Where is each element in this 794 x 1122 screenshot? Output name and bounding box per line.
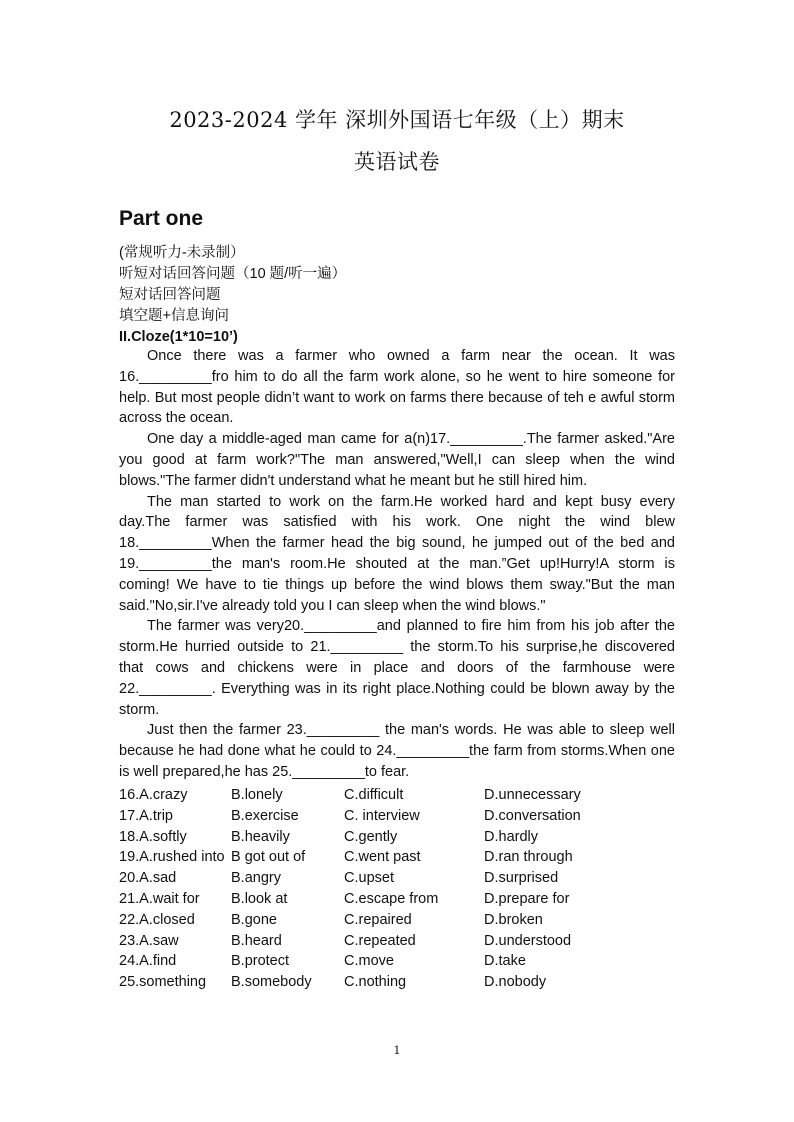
option-c: C.upset: [344, 870, 394, 887]
note-line: 听短对话回答问题（10 题/听一遍）: [119, 266, 347, 282]
option-c: C.gently: [344, 828, 398, 845]
option-c: C.difficult: [344, 787, 404, 803]
option-b: B.lonely: [231, 787, 283, 803]
option-d: D.prepare for: [484, 890, 570, 907]
option-d: D.ran through: [484, 849, 573, 866]
exam-title: 2023-2024 学年 深圳外国语七年级（上）期末: [169, 108, 625, 132]
passage-paragraph: Once there was a farmer who owned a farm near the ocean. It was 16._________fro him to do all the farm work alone, so he went to hire someone for help. But most people didn’t want to work on farms there because of teh e awful storm across the ocean.: [119, 348, 675, 427]
note-line: (常规听力-未录制）: [119, 245, 245, 261]
passage-paragraph: The farmer was very20._________and planned to fire him from his job after the storm.He hurried outside to 21._________ the storm.To his surprise,he discovered that cows and chickens were in place and doors of the farmhouse were 22._________. Everything was in its right place.Nothing could be blown away by the storm.: [119, 618, 675, 718]
section-notes: [119, 243, 346, 348]
passage-paragraph: The man started to work on the farm.He worked hard and kept busy every day.The farmer was satisfied with his work. One night the wind blew 18._________When the farmer head the big sound, he jumped out of the bed and 19._________the man's room.He shouted at the man.”Get up!Hurry!A storm is coming! We have to tie things up before the wind blows them sway."But the man said."No,sir.I've already told you I can sleep when the wind blows.": [119, 493, 675, 614]
option-d: D.understood: [484, 932, 572, 949]
option-d: D.unnecessary: [484, 787, 581, 803]
option-a: 16.A.crazy: [119, 787, 188, 803]
option-a: 21.A.wait for: [119, 890, 200, 907]
option-a: 24.A.find: [119, 953, 177, 970]
option-b: B.gone: [231, 911, 277, 928]
exam-subtitle: 英语试卷: [354, 150, 440, 174]
option-b: B.somebody: [231, 974, 312, 991]
option-a: 25.something: [119, 974, 207, 991]
option-a: 18.A.softly: [119, 828, 187, 845]
option-a: 17.A.trip: [119, 807, 173, 824]
option-d: D.hardly: [484, 828, 538, 845]
note-line: 短对话回答问题: [119, 287, 221, 303]
option-b: B.exercise: [231, 807, 299, 824]
cloze-passage: [119, 346, 675, 783]
option-d: D.conversation: [484, 807, 581, 824]
option-a: 22.A.closed: [119, 911, 195, 928]
option-a: 19.A.rushed into: [119, 849, 225, 866]
part-heading: Part one: [119, 207, 204, 230]
cloze-heading: II.Cloze(1*10=10’): [119, 329, 238, 345]
option-c: C.repeated: [344, 932, 416, 949]
option-b: B.angry: [231, 870, 281, 887]
option-d: D.nobody: [484, 974, 547, 991]
option-b: B got out of: [231, 849, 306, 866]
passage-paragraph: One day a middle-aged man came for a(n)17._________.The farmer asked."Are you good at farm work?"The man answered,"Well,I can sleep when the wind blows."The farmer didn't understand what he meant but he still hired him.: [119, 431, 675, 489]
option-c: C.escape from: [344, 890, 439, 907]
passage-paragraph: Just then the farmer 23._________ the man's words. He was able to sleep well because he had done what he could to 24._________the farm from storms.When one is well prepared,he has 25._________to fear.: [119, 722, 675, 780]
note-line: 填空题+信息询问: [119, 308, 229, 324]
option-a: 20.A.sad: [119, 870, 177, 887]
option-b: B.look at: [231, 890, 288, 907]
option-d: D.surprised: [484, 870, 559, 887]
option-b: B.heavily: [231, 828, 290, 845]
page-number: 1: [393, 1044, 401, 1057]
option-a: 23.A.saw: [119, 932, 179, 949]
option-b: B.protect: [231, 953, 290, 970]
option-c: C. interview: [344, 807, 420, 824]
option-c: C.went past: [344, 849, 421, 866]
option-d: D.take: [484, 953, 526, 970]
option-c: C.move: [344, 953, 394, 970]
option-c: C.repaired: [344, 911, 412, 928]
option-b: B.heard: [231, 932, 282, 949]
option-d: D.broken: [484, 911, 543, 928]
option-c: C.nothing: [344, 974, 407, 991]
